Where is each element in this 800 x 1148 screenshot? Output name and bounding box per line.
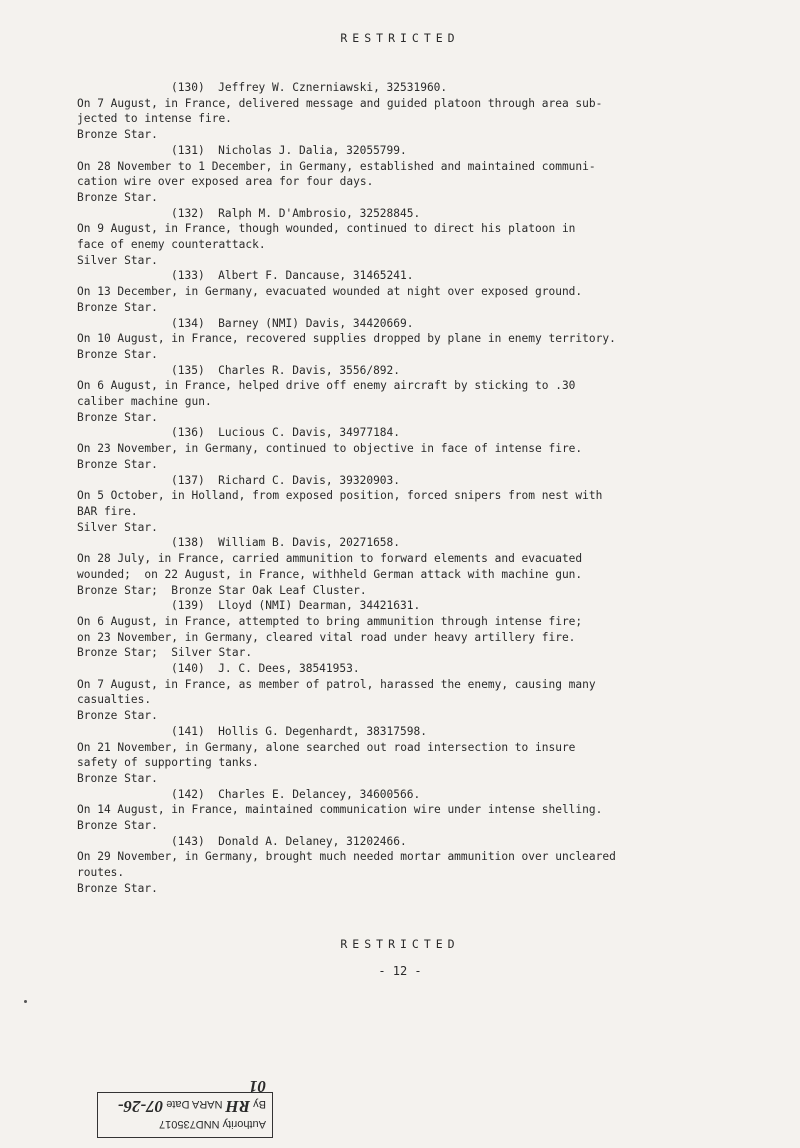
- citation-line: casualties.: [77, 693, 152, 707]
- citation-entry: [77, 787, 717, 834]
- citation-entry: [77, 661, 717, 724]
- citation-line: wounded; on 22 August, in France, withheld German attack with machine gun.: [77, 567, 583, 581]
- citation-line: Bronze Star; Bronze Star Oak Leaf Cluster.: [77, 583, 367, 597]
- citation-line: On 14 August, in France, maintained communication wire under intense shelling.: [77, 803, 603, 817]
- citation-heading: (143) Donald A. Delaney, 31202466.: [171, 834, 407, 848]
- page-number: - 12 -: [378, 964, 422, 978]
- citation-line: On 29 November, in Germany, brought much needed mortar ammunition over uncleared: [77, 850, 616, 864]
- citation-entry: [77, 143, 717, 206]
- citation-line: On 9 August, in France, though wounded, continued to direct his platoon in: [77, 222, 576, 236]
- citation-list: [77, 80, 717, 897]
- citation-heading: (140) J. C. Dees, 38541953.: [171, 662, 360, 676]
- citation-line: caliber machine gun.: [77, 395, 212, 409]
- citation-line: Bronze Star.: [77, 457, 158, 471]
- citation-line: On 13 December, in Germany, evacuated wounded at night over exposed ground.: [77, 285, 583, 299]
- scan-speck: [24, 1000, 27, 1003]
- stamp-initials: RH: [225, 1097, 251, 1116]
- citation-line: Bronze Star.: [77, 819, 158, 833]
- stamp-authority-line: Authority NND735017: [158, 1118, 266, 1130]
- citation-line: cation wire over exposed area for four days.: [77, 175, 374, 189]
- citation-line: Bronze Star.: [77, 300, 158, 314]
- citation-heading: (142) Charles E. Delancey, 34600566.: [171, 787, 421, 801]
- citation-line: On 21 November, in Germany, alone searched out road intersection to insure: [77, 740, 576, 754]
- citation-heading: (141) Hollis G. Degenhardt, 38317598.: [171, 724, 427, 738]
- citation-line: BAR fire.: [77, 504, 138, 518]
- citation-entry: [77, 834, 717, 897]
- citation-line: On 7 August, in France, delivered message and guided platoon through area sub-: [77, 96, 603, 110]
- citation-line: Bronze Star; Silver Star.: [77, 646, 253, 660]
- citation-line: On 7 August, in France, as member of patrol, harassed the enemy, causing many: [77, 677, 596, 691]
- citation-line: Bronze Star.: [77, 410, 158, 424]
- citation-heading: (130) Jeffrey W. Cznerniawski, 32531960.: [171, 81, 448, 94]
- citation-line: jected to intense fire.: [77, 112, 232, 126]
- citation-heading: (132) Ralph M. D'Ambrosio, 32528845.: [171, 206, 421, 220]
- citation-line: safety of supporting tanks.: [77, 756, 259, 770]
- citation-entry: [77, 425, 717, 472]
- citation-line: On 6 August, in France, attempted to bring ammunition through intense fire;: [77, 614, 583, 628]
- citation-line: On 6 August, in France, helped drive off enemy aircraft by sticking to .30: [77, 379, 576, 393]
- citation-heading: (139) Lloyd (NMI) Dearman, 34421631.: [171, 599, 421, 613]
- header-classification: RESTRICTED: [340, 31, 460, 45]
- citation-line: On 5 October, in Holland, from exposed position, forced snipers from nest with: [77, 489, 603, 503]
- citation-line: On 28 November to 1 December, in Germany, established and maintained communi-: [77, 159, 596, 173]
- citation-entry: [77, 268, 717, 315]
- citation-heading: (137) Richard C. Davis, 39320903.: [171, 473, 401, 487]
- citation-line: Silver Star.: [77, 520, 158, 534]
- citation-entry: [77, 363, 717, 426]
- citation-line: On 10 August, in France, recovered supplies dropped by plane in enemy territory.: [77, 332, 616, 346]
- citation-heading: (131) Nicholas J. Dalia, 32055799.: [171, 143, 407, 157]
- citation-entry: [77, 80, 717, 143]
- citation-line: Bronze Star.: [77, 347, 158, 361]
- citation-entry: [77, 724, 717, 787]
- stamp-nara-label: NARA Date: [166, 1098, 223, 1110]
- stamp-date: 07-26-01: [117, 1077, 266, 1116]
- citation-line: face of enemy counterattack.: [77, 238, 266, 252]
- citation-line: On 23 November, in Germany, continued to objective in face of intense fire.: [77, 442, 583, 456]
- citation-entry: [77, 316, 717, 363]
- citation-heading: (138) William B. Davis, 20271658.: [171, 536, 401, 550]
- citation-line: Bronze Star.: [77, 709, 158, 723]
- citation-line: Bronze Star.: [77, 881, 158, 895]
- citation-heading: (135) Charles R. Davis, 3556/892.: [171, 363, 401, 377]
- citation-line: Bronze Star.: [77, 190, 158, 204]
- citation-entry: [77, 206, 717, 269]
- citation-entry: [77, 535, 717, 598]
- citation-line: routes.: [77, 866, 125, 880]
- citation-line: Silver Star.: [77, 253, 158, 267]
- stamp-by-label: By: [253, 1098, 266, 1110]
- citation-line: Bronze Star.: [77, 128, 158, 142]
- citation-heading: (136) Lucious C. Davis, 34977184.: [171, 426, 401, 440]
- citation-entry: [77, 473, 717, 536]
- footer-classification: RESTRICTED: [340, 937, 460, 951]
- citation-line: Bronze Star.: [77, 771, 158, 785]
- stamp-date-line: [104, 1075, 266, 1115]
- citation-entry: [77, 598, 717, 661]
- citation-heading: (134) Barney (NMI) Davis, 34420669.: [171, 316, 414, 330]
- declassification-stamp: [97, 1077, 273, 1138]
- citation-heading: (133) Albert F. Dancause, 31465241.: [171, 269, 414, 283]
- citation-line: On 28 July, in France, carried ammunition to forward elements and evacuated: [77, 552, 583, 566]
- citation-line: on 23 November, in Germany, cleared vital road under heavy artillery fire.: [77, 630, 576, 644]
